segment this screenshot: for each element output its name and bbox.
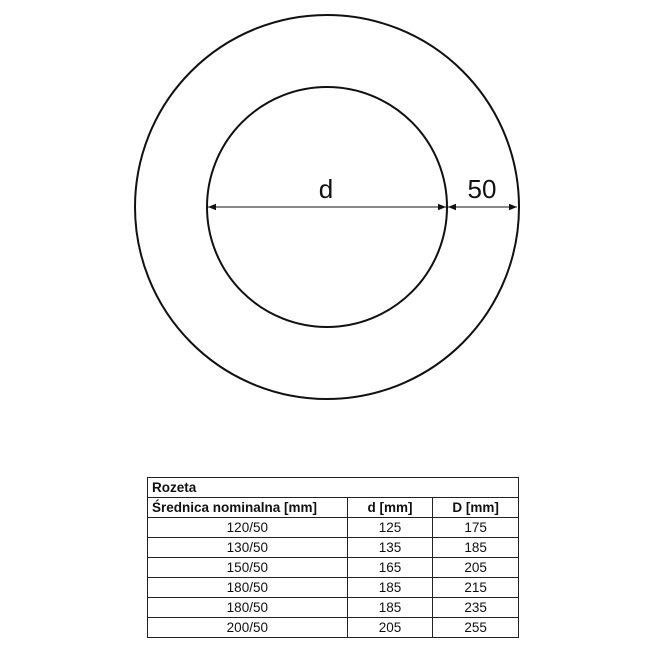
table-row — [148, 518, 519, 538]
header-D: D [mm] — [433, 498, 519, 518]
table-row — [148, 618, 519, 638]
cell-D: 205 — [433, 558, 519, 578]
cell-d: 165 — [347, 558, 433, 578]
dimensions-table — [147, 477, 519, 638]
cell-d: 135 — [347, 538, 433, 558]
table-row — [148, 598, 519, 618]
table-title: Rozeta — [148, 478, 519, 498]
inner-diameter-label: d — [318, 174, 334, 204]
cell-D: 215 — [433, 578, 519, 598]
cell-nominal: 120/50 — [148, 518, 348, 538]
cell-D: 175 — [433, 518, 519, 538]
cell-nominal: 180/50 — [148, 578, 348, 598]
cell-D: 255 — [433, 618, 519, 638]
cell-d: 185 — [347, 598, 433, 618]
cell-nominal: 150/50 — [148, 558, 348, 578]
cell-nominal: 180/50 — [148, 598, 348, 618]
table-row — [148, 578, 519, 598]
table-row — [148, 558, 519, 578]
header-d: d [mm] — [347, 498, 433, 518]
cell-nominal: 200/50 — [148, 618, 348, 638]
cell-nominal: 130/50 — [148, 538, 348, 558]
cell-d: 205 — [347, 618, 433, 638]
cell-d: 185 — [347, 578, 433, 598]
ring-width-label: 50 — [467, 174, 497, 204]
table-header-row — [148, 498, 519, 518]
header-nominal-diameter: Średnica nominalna [mm] — [148, 498, 348, 518]
cell-d: 125 — [347, 518, 433, 538]
table-row — [148, 538, 519, 558]
cell-D: 235 — [433, 598, 519, 618]
table-title-row — [148, 478, 519, 498]
cell-D: 185 — [433, 538, 519, 558]
